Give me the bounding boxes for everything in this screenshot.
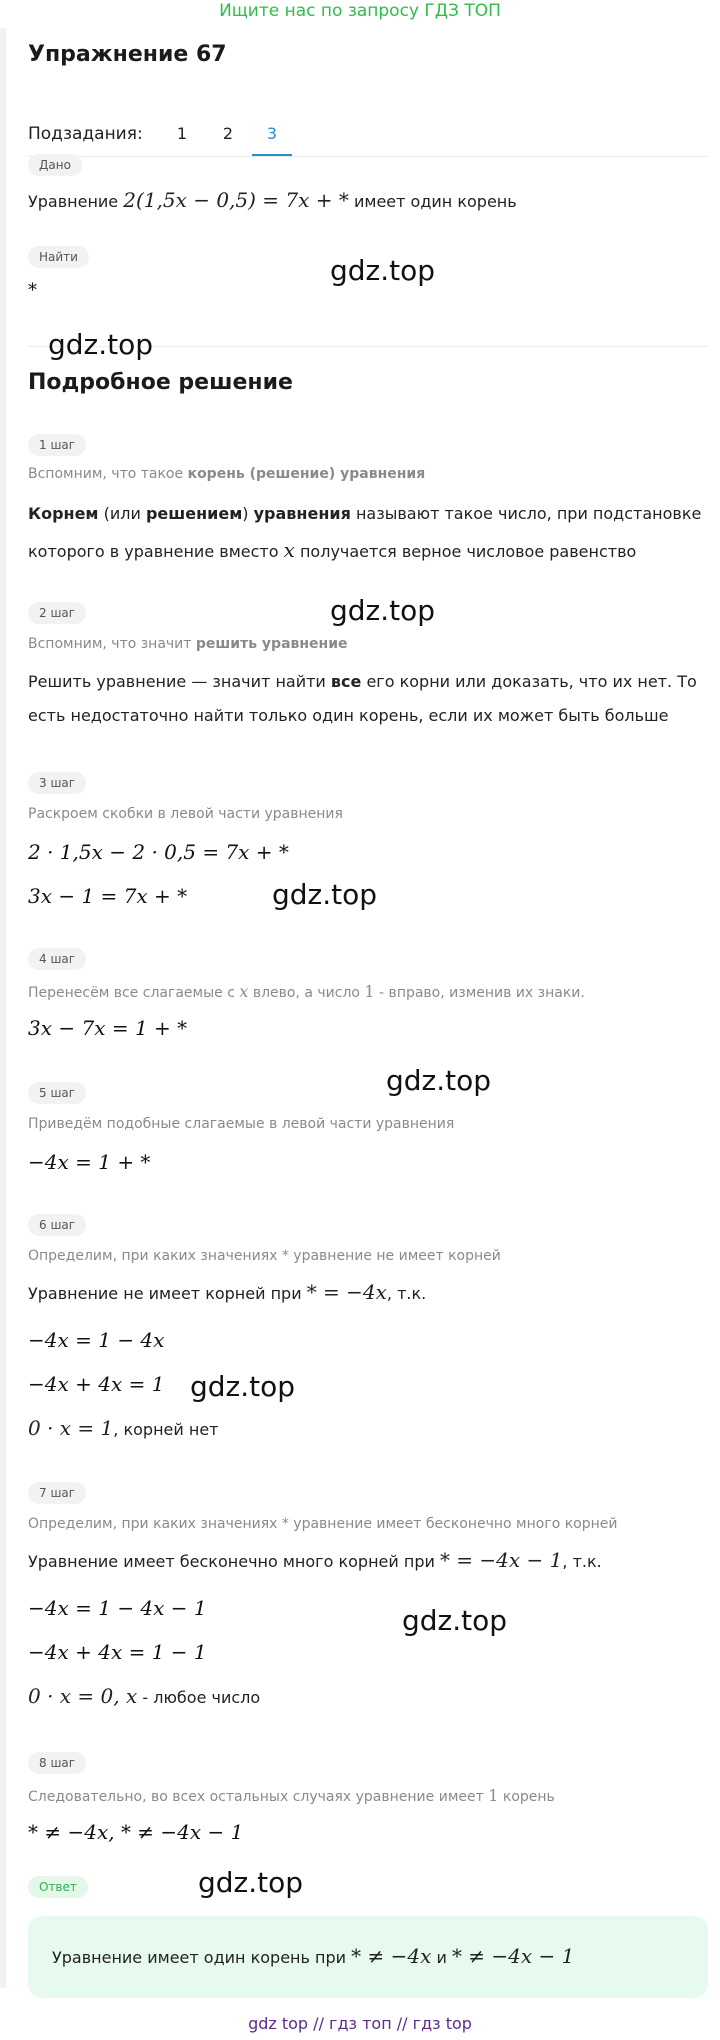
step-8-hint-num: 1 [488, 1786, 499, 1805]
step-7-formula-1: −4x = 1 − 4x − 1 [28, 1596, 207, 1620]
step-5-badge: 5 шаг [28, 1082, 86, 1104]
step-7-hint: Определим, при каких значениях * уравнение имеет бесконечно много корней [28, 1516, 618, 1532]
step-6-formula-2: −4x + 4x = 1 [28, 1372, 165, 1396]
emphasis: решением [145, 504, 243, 523]
watermark: gdz.top [330, 594, 436, 627]
step-6-last-formula: 0 · x = 1 [28, 1416, 114, 1440]
step-7-text-before: Уравнение имеет бесконечно много корней при [28, 1552, 440, 1571]
step-4-hint-num: 1 [364, 982, 375, 1001]
step-7-text [28, 1548, 708, 1574]
step-2-hint-bold: решить уравнение [195, 636, 348, 652]
solution-title: Подробное решение [28, 370, 293, 395]
step-5-hint: Приведём подобные слагаемые в левой части уравнения [28, 1116, 455, 1132]
answer-formula-1: * ≠ −4x [351, 1944, 432, 1968]
step-4-hint-after: - вправо, изменив их знаки. [374, 985, 585, 1001]
answer-badge: Ответ [28, 1876, 88, 1898]
step-6-text-after: , т.к. [386, 1284, 427, 1303]
step-7-last-formula: 0 · x = 0, x [28, 1684, 138, 1708]
step-6-conclusion [28, 1416, 708, 1442]
watermark: gdz.top [402, 1604, 508, 1637]
step-7-text-after: , т.к. [562, 1552, 602, 1571]
step-4-hint-mid: влево, а число [248, 985, 365, 1001]
emphasis: все [330, 672, 362, 691]
top-banner[interactable]: Ищите нас по запросу ГДЗ ТОП [219, 1, 501, 21]
step-6-last-text: , корней нет [113, 1420, 219, 1439]
answer-text-before: Уравнение имеет один корень при [52, 1948, 352, 1967]
step-1-line-2 [28, 538, 708, 564]
step-6-text-formula: * = −4x [306, 1280, 387, 1304]
step-3-formula-2: 3x − 1 = 7x + * [28, 884, 188, 908]
step-1-badge: 1 шаг [28, 434, 86, 456]
step-3-hint: Раскроем скобки в левой части уравнения [28, 806, 343, 822]
footer-separator: // [313, 2014, 324, 2033]
answer-text-mid: и [431, 1948, 452, 1967]
step-1-line-2-after: получается верное числовое равенство [294, 542, 637, 561]
step-2-badge: 2 шаг [28, 602, 86, 624]
watermark: gdz.top [272, 878, 378, 911]
footer-separator: // [396, 2014, 408, 2033]
step-6-hint: Определим, при каких значениях * уравнение не имеет корней [28, 1248, 501, 1264]
step-2-hint-text: Вспомним, что значит [28, 636, 196, 652]
step-7-badge: 7 шаг [28, 1482, 86, 1504]
step-7-conclusion [28, 1684, 708, 1710]
step-8-formula: * ≠ −4x, * ≠ −4x − 1 [28, 1820, 244, 1844]
step-6-formula-1: −4x = 1 − 4x [28, 1328, 165, 1352]
given-formula: 2(1,5x − 0,5) = 7x + * [123, 188, 349, 212]
step-1-hint [28, 466, 708, 482]
watermark: gdz.top [198, 1866, 304, 1899]
find-value: * [28, 280, 37, 301]
step-1-line-1: Корнем (или решением) уравнения называют такое число, при подстановке [28, 504, 702, 523]
step-5-formula: −4x = 1 + * [28, 1150, 151, 1174]
step-1-line-2-before: которого в уравнение вместо [28, 542, 284, 561]
given-text-before: Уравнение [28, 192, 124, 211]
footer-link-3[interactable]: гдз top [412, 2014, 472, 2033]
footer-link-1[interactable]: gdz top [248, 2014, 309, 2033]
subtasks-nav [28, 94, 708, 157]
step-1-hint-text: Вспомним, что такое [28, 466, 188, 482]
answer-formula-2: * ≠ −4x − 1 [451, 1944, 575, 1968]
step-4-hint-before: Перенесём все слагаемые с [28, 985, 240, 1001]
step-1-hint-bold: корень (решение) уравнения [187, 466, 426, 482]
watermark: gdz.top [386, 1064, 492, 1097]
watermark: gdz.top [330, 254, 436, 287]
step-4-hint [28, 982, 708, 1001]
answer-text [52, 1944, 574, 1968]
watermark: gdz.top [48, 328, 154, 361]
step-4-hint-var: x [239, 982, 249, 1001]
exercise-title: Упражнение 67 [28, 42, 227, 67]
answer-box [28, 1916, 708, 1998]
emphasis: Корнем [28, 504, 99, 523]
step-6-text-before: Уравнение не имеет корней при [28, 1284, 307, 1303]
subtasks-label: Подзадания: [28, 124, 143, 144]
step-8-hint [28, 1786, 708, 1805]
step-6-badge: 6 шаг [28, 1214, 86, 1236]
step-8-hint-before: Следовательно, во всех остальных случаях уравнение имеет [28, 1789, 489, 1805]
footer-links [0, 2014, 720, 2033]
step-7-formula-2: −4x + 4x = 1 − 1 [28, 1640, 207, 1664]
step-6-text [28, 1280, 708, 1306]
watermark: gdz.top [190, 1370, 296, 1403]
find-badge: Найти [28, 246, 89, 268]
subtask-tab-3[interactable]: 3 [252, 124, 292, 156]
step-7-last-text: - любое число [137, 1688, 261, 1707]
subtask-tab-1[interactable]: 1 [176, 124, 188, 143]
step-2-line-2: есть недостаточно найти только один корень, если их может быть больше [28, 706, 669, 725]
footer-link-2[interactable]: гдз топ [329, 2014, 392, 2033]
step-3-formula-1: 2 · 1,5x − 2 · 0,5 = 7x + * [28, 840, 289, 864]
step-1-var: x [283, 538, 295, 562]
left-divider [0, 28, 6, 1988]
step-2-line-1: Решить уравнение — значит найти все его корни или доказать, что их нет. То [28, 672, 697, 691]
step-4-formula: 3x − 7x = 1 + * [28, 1016, 188, 1040]
step-2-hint [28, 636, 708, 652]
given-badge: Дано [28, 154, 82, 176]
step-8-badge: 8 шаг [28, 1752, 86, 1774]
given-text-after: имеет один корень [348, 192, 517, 211]
given-text [28, 188, 708, 214]
emphasis: уравнения [253, 504, 351, 523]
step-7-text-formula: * = −4x − 1 [439, 1548, 563, 1572]
step-8-hint-after: корень [498, 1789, 555, 1805]
step-4-badge: 4 шаг [28, 948, 86, 970]
step-3-badge: 3 шаг [28, 772, 86, 794]
subtask-tab-2[interactable]: 2 [222, 124, 234, 143]
